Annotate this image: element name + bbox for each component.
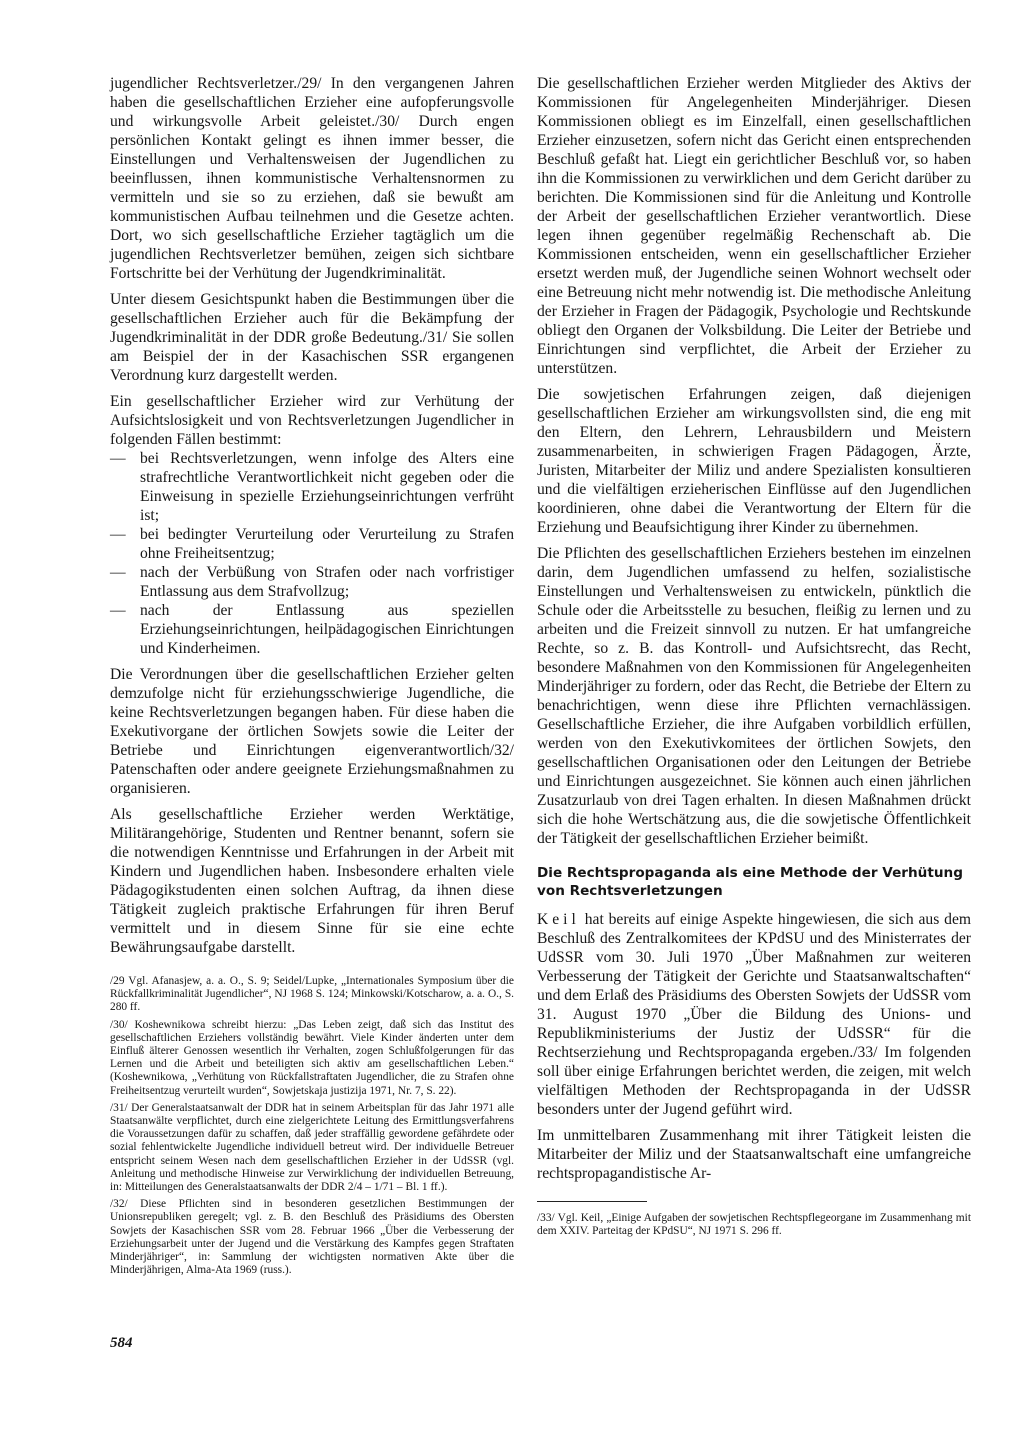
body-paragraph: Die Pflichten des gesellschaftlichen Erziehers bestehen im einzelnen darin, dem Jugendlichen umfassend zu helfen, sozialistische Einstellungen und Verhaltensweisen zu entwickeln, pünktlich die Schule oder die Arbeitsstelle zu besuchen, fleißig zu lernen und zu arbeiten und die Freizeit sinnvoll zu nutzen. Er hat umfangreiche Rechte, so z. B. das Kontroll- und Aufsichtsrecht, das Recht, besondere Maßnahmen von den Kommissionen für Angelegenheiten Minderjähriger zu fordern, oder das Recht, die Betriebe der Eltern zu benachrichtigen, wenn diese ihre Pflichten vernachlässigen. Gesellschaftliche Erzieher, die ihre Aufgaben vorbildlich erfüllen, werden von den Exekutivkomitees der örtlichen Sowjets, den gesellschaftlichen Organisationen oder den Leitungen der Betriebe und Einrichtungen ausgezeichnet. Sie können auch einen jährlichen Zusatzurlaub von drei Tagen erhalten. In diesen Maßnahmen drückt sich die hohe Wertschätzung aus, die die sowjetische Öffentlichkeit der Tätigkeit der gesellschaftlichen Erzieher beimißt. [537, 545, 971, 847]
list-item [110, 449, 514, 525]
body-paragraph: Ein gesellschaftlicher Erzieher wird zur Verhütung der Aufsichtslosigkeit und von Rechtsverletzungen Jugendlicher in folgenden Fällen bestimmt: [110, 393, 514, 448]
body-paragraph: Die sowjetischen Erfahrungen zeigen, daß diejenigen gesellschaftlichen Erzieher am wirkungsvollsten sind, die eng mit den Eltern, den Lehrern, Lehrausbildern und Meistern zusammenarbeiten, in schwierigen Fragen Pädagogen, Ärzte, Juristen, Mitarbeiter der Miliz und andere Spezialisten konsultieren und die vielfältigen erzieherischen Einflüsse auf den Jugendlichen koordinieren, ohne dabei die Verantwortung der Eltern für die Erziehung und Beaufsichtigung ihrer Kinder zu übernehmen. [537, 386, 971, 536]
author-name: Keil [537, 911, 580, 928]
body-paragraph: Die gesellschaftlichen Erzieher werden Mitglieder des Aktivs der Kommissionen für Angelegenheiten Minderjähriger. Diesen Kommissionen obliegt es im Einzelfall, einen gesellschaftlichen Erzieher einzusetzen, sofern nicht das Gericht einen entsprechenden Beschluß gefaßt hat. Liegt ein gerichtlicher Beschluß vor, so haben ihn die Kommissionen zu verwirklichen und dem Gericht darüber zu berichten. Die Kommissionen sind für die Anleitung und Kontrolle der Arbeit der gesellschaftlichen Erzieher verantwortlich. Diese legen ihnen gegenüber regelmäßig Rechenschaft ab. Die Kommissionen entscheiden, wenn ein gesellschaftlicher Erzieher ersetzt werden muß, der Jugendliche seinen Wohnort wechselt oder eine Betreuung nicht mehr notwendig ist. Die methodische Anleitung der Erzieher in Fragen der Pädagogik, Psychologie und Rechtskunde obliegt den Organen der Volksbildung. Die Leiter der Betriebe und Einrichtungen sind verpflichtet, die Arbeit der Erzieher zu unterstützen. [537, 75, 971, 377]
body-paragraph: Als gesellschaftliche Erzieher werden Werktätige, Militärangehörige, Studenten und Rentner benannt, sofern sie die notwendigen Kenntnisse und Erfahrungen in der Arbeit mit Kindern und Jugendlichen haben. Insbesondere erhalten viele Pädagogikstudenten einen solchen Auftrag, da ihnen diese Tätigkeit zugleich praktische Erfahrungen für ihren Beruf vermittelt und in diesem Sinne für sie eine echte Bewährungsaufgabe darstellt. [110, 806, 514, 956]
footnote: /30/ Koshewnikowa schreibt hierzu: „Das Leben zeigt, daß sich das Institut des gesellschaftlichen Erziehers vollständig bewährt. Viele Kinder änderten unter dem Einfluß älterer Genossen wesentlich ihr Verhalten, zogen Schlußfolgerungen für das Lernen und die Arbeit und beteiligten sich aktiv am gesellschaftlichen Leben.“ (Koshewnikowa, „Verhütung von Rückfallstraftaten Jugendlicher, die zu Strafen ohne Freiheitsentzug verurteilt wurden“, Sowjetskaja justizija 1971, Nr. 7, S. 22). [110, 1018, 514, 1097]
body-paragraph [537, 910, 971, 1119]
list-item [110, 601, 514, 658]
footnote: /31/ Der Generalstaatsanwalt der DDR hat in seinem Arbeitsplan für das Jahr 1971 alle Staatsanwälte verpflichtet, durch eine zielgerichtete Leitung des Ermittlungsverfahrens die Voraussetzungen dafür zu schaffen, daß jeder straffällig gewordene gefährdete oder sozial fehlentwickelte Jugendliche individuell betreut wird. Der individuelle Betreuer entspricht seinem Wesen nach dem gesellschaftlichen Erzieher in der UdSSR (vgl. Anleitung und methodische Hinweise zur Verwirklichung der individuellen Betreuung, in: Mitteilungen des Generalstaatsanwalts der DDR 2/4 – 1/71 – Bl. 1 ff.). [110, 1101, 514, 1194]
dash-marker: — [110, 564, 126, 581]
list-item-text: bei bedingter Verurteilung oder Verurteilung zu Strafen ohne Freiheitsentzug; [140, 526, 514, 562]
list-item-text: nach der Entlassung aus speziellen Erziehungseinrichtungen, heilpädagogischen Einrichtungen und Kinderheimen. [140, 602, 514, 657]
footnote-divider [537, 1201, 647, 1202]
dash-marker: — [110, 450, 126, 467]
body-paragraph: jugendlicher Rechtsverletzer./29/ In den vergangenen Jahren haben die gesellschaftlichen Erzieher eine aufopferungsvolle und wirkungsvolle Arbeit geleistet./30/ Durch engen persönlichen Kontakt gelingt es ihnen immer besser, die Einstellungen und Verhaltensweisen der Jugendlichen zu beeinflussen, ihnen kommunistische Verhaltensnormen zu vermitteln und sie so zu erziehen, daß sie bewußt am kommunistischen Aufbau teilnehmen und die Gesetze achten. Dort, wo sich gesellschaftliche Erzieher tagtäglich um die jugendlichen Rechtsverletzer bemühen, zeigen sich sichtbare Fortschritte bei der Verhütung der Jugendkriminalität. [110, 75, 514, 282]
body-paragraph: Die Verordnungen über die gesellschaftlichen Erzieher gelten demzufolge nicht für erziehungsschwierige Jugendliche, die keine Rechtsverletzungen begangen haben. Für diese haben die Exekutivorgane der örtlichen Sowjets sowie die Leiter der Betriebe und Einrichtungen eigenverantwortlich/32/ Patenschaften oder andere geeignete Erziehungsmaßnahmen zu organisieren. [110, 666, 514, 797]
dash-marker: — [110, 526, 126, 543]
footnote: /32/ Diese Pflichten sind in besonderen gesetzlichen Bestimmungen der Unionsrepubliken geregelt; vgl. z. B. den Beschluß des Präsidiums des Obersten Sowjets der Kasachischen SSR vom 28. Februar 1966 „Über die Verbesserung der Erziehungsarbeit unter der Jugend und die Verstärkung des Kampfes gegen Straftaten Minderjähriger“, in: Sammlung der wichtigsten normativen Akte über die Minderjährigen, Alma-Ata 1969 (russ.). [110, 1198, 514, 1277]
body-paragraph: Im unmittelbaren Zusammenhang mit ihrer Tätigkeit leisten die Mitarbeiter der Miliz und der Staatsanwaltschaft eine umfangreiche rechtspropagandistische Ar- [537, 1127, 971, 1182]
dash-marker: — [110, 602, 126, 619]
page-number: 584 [110, 1335, 133, 1351]
footnote: /33/ Vgl. Keil, „Einige Aufgaben der sowjetischen Rechtspflegeorgane im Zusammenhang mit dem XXIV. Parteitag der KPdSU“, NJ 1971 S. 296 ff. [537, 1212, 971, 1238]
list-item [110, 525, 514, 563]
list-item-text: nach der Verbüßung von Strafen oder nach vorfristiger Entlassung aus dem Strafvollzug; [140, 564, 514, 600]
body-paragraph: Unter diesem Gesichtspunkt haben die Bestimmungen über die gesellschaftlichen Erzieher auch für die Bekämpfung der Jugendkriminalität in der DDR große Bedeutung./31/ Sie sollen am Beispiel der in der Kasachischen SSR ergangenen Verordnung kurz dargestellt werden. [110, 291, 514, 384]
left-column [110, 74, 514, 1281]
section-heading: Die Rechtspropaganda als eine Methode der Verhütung von Rechtsverletzungen [537, 865, 963, 899]
dash-list [110, 449, 514, 658]
right-column [537, 74, 971, 1242]
footnote: /29 Vgl. Afanasjew, a. a. O., S. 9; Seidel/Lupke, „Internationales Symposium über die Rückfallkriminalität Jugendlicher“, NJ 1968 S. 124; Minkowski/Kotscharow, a. a. O., S. 280 ff. [110, 975, 514, 1014]
paragraph-text: hat bereits auf einige Aspekte hingewiesen, die sich aus dem Beschluß des Zentralkomitees der KPdSU und des Ministerrates der UdSSR vom 30. Juli 1970 „Über Maßnahmen zur weiteren Verbesserung der Tätigkeit der Gerichte und Staatsanwaltschaften“ und dem Erlaß des Präsidiums des Obersten Sowjets der UdSSR vom 31. August 1970 „Über die Bildung des Unions- und Republikministeriums der Justiz der UdSSR“ für die Rechtserziehung und Rechtspropaganda ergeben./33/ Im folgenden soll über einige Erfahrungen berichtet werden, die zeigen, mit welch vielfältigen Methoden der Rechtspropaganda in der UdSSR besonders unter der Jugend geführt wird. [537, 911, 971, 1118]
list-item [110, 563, 514, 601]
footnotes-left [110, 975, 514, 1277]
list-item-text: bei Rechtsverletzungen, wenn infolge des Alters eine strafrechtliche Verantwortlichkeit nicht gegeben oder die Einweisung in spezielle Erziehungseinrichtungen verfrüht ist; [140, 450, 514, 524]
